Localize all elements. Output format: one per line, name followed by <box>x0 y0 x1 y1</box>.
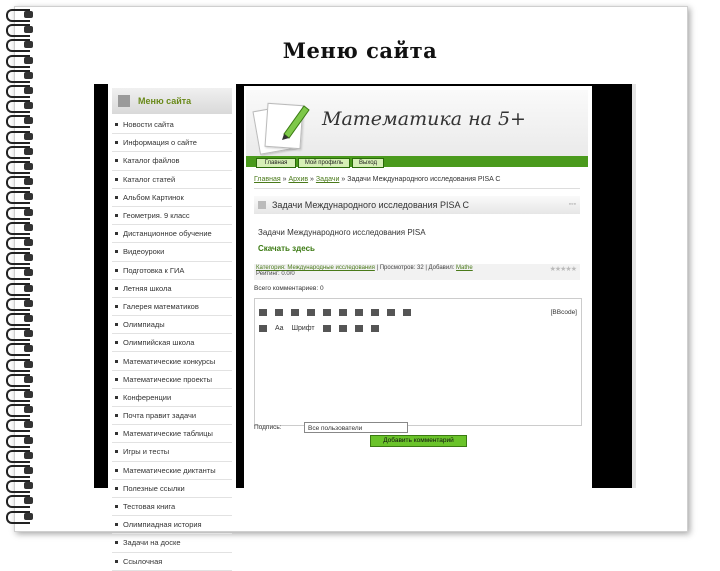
table-icon[interactable] <box>339 325 347 332</box>
sidebar-item-label: Каталог статей <box>123 174 176 184</box>
align-center-icon[interactable] <box>323 309 331 316</box>
spiral-ring <box>4 327 38 341</box>
spiral-ring <box>4 434 38 448</box>
spiral-ring <box>4 145 38 159</box>
sidebar-item[interactable] <box>112 462 232 480</box>
sidebar-item[interactable] <box>112 280 232 298</box>
sidebar-item[interactable] <box>112 171 232 189</box>
bullet-icon <box>115 250 118 253</box>
sidebar-menu <box>112 116 232 571</box>
spiral-ring <box>4 388 38 402</box>
sidebar-item[interactable] <box>112 316 232 334</box>
sidebar-item[interactable] <box>112 189 232 207</box>
spiral-ring <box>4 266 38 280</box>
bullet-icon <box>115 196 118 199</box>
align-left-icon[interactable] <box>307 309 315 316</box>
sidebar-item-label: Конференции <box>123 392 172 402</box>
nav-home[interactable]: Главная <box>256 158 296 168</box>
sidebar-item-label: Полезные ссылки <box>123 483 185 493</box>
sidebar-item[interactable] <box>112 116 232 134</box>
sidebar-item[interactable] <box>112 389 232 407</box>
breadcrumb-sep: » <box>282 176 287 183</box>
main-content <box>244 86 592 488</box>
spiral-ring <box>4 84 38 98</box>
bullet-icon <box>115 287 118 290</box>
sidebar-item[interactable] <box>112 243 232 261</box>
bullet-icon <box>115 323 118 326</box>
sidebar-item[interactable] <box>112 134 232 152</box>
sidebar-item-label: Олимпийская школа <box>123 338 195 348</box>
bullet-icon <box>115 232 118 235</box>
meta-rating: Рейтинг: 0.0/0 <box>256 271 295 277</box>
sidebar-item-label: Летняя школа <box>123 283 172 293</box>
bullet-icon <box>115 469 118 472</box>
sidebar-item-label: Информация о сайте <box>123 138 197 148</box>
link-icon[interactable] <box>339 309 347 316</box>
bold-icon[interactable] <box>259 309 267 316</box>
underline-icon[interactable] <box>291 309 299 316</box>
signature-label: Подпись: <box>254 424 282 431</box>
image-icon[interactable] <box>355 309 363 316</box>
sidebar-item-label: Тестовая книга <box>123 502 176 512</box>
sidebar-item-label: Задачи на доске <box>123 538 181 548</box>
spiral-ring <box>4 312 38 326</box>
sidebar-item[interactable] <box>112 480 232 498</box>
sidebar-item-label: Альбом Картинок <box>123 192 184 202</box>
spiral-ring <box>4 449 38 463</box>
sidebar-item[interactable] <box>112 225 232 243</box>
meta-category-link[interactable]: Категория: Международные исследования <box>256 265 375 271</box>
breadcrumb-sep: » <box>341 176 346 183</box>
spiral-ring <box>4 160 38 174</box>
sidebar-item-label: Олимпиадная история <box>123 520 202 530</box>
spiral-ring <box>4 23 38 37</box>
italic-icon[interactable] <box>275 309 283 316</box>
spiral-ring <box>4 251 38 265</box>
breadcrumb-current: Задачи Международного исследования PISA C <box>347 176 501 183</box>
bullet-icon <box>115 341 118 344</box>
bullet-icon <box>115 432 118 435</box>
breadcrumb-category[interactable]: Задачи <box>315 176 340 183</box>
sidebar-item[interactable] <box>112 498 232 516</box>
spiral-ring <box>4 510 38 524</box>
sidebar-item[interactable] <box>112 534 232 552</box>
bullet-icon <box>115 414 118 417</box>
comment-editor[interactable] <box>254 298 582 426</box>
sidebar-item-label: Дистанционное обучение <box>123 229 212 239</box>
spiral-ring <box>4 358 38 372</box>
spiral-ring <box>4 8 38 22</box>
sidebar-item[interactable] <box>112 371 232 389</box>
right-margin <box>592 84 636 488</box>
bbcode-toggle[interactable]: [BBcode] <box>550 308 577 316</box>
spiral-binding <box>4 8 38 528</box>
spiral-ring <box>4 99 38 113</box>
sidebar-heading: Меню сайта <box>138 96 192 106</box>
sidebar-item[interactable] <box>112 298 232 316</box>
rating-stars-icon[interactable]: ★★★★★ <box>549 266 576 273</box>
user-icon[interactable] <box>371 325 379 332</box>
sidebar-header <box>112 88 232 114</box>
bullet-icon <box>115 523 118 526</box>
left-margin <box>94 84 108 488</box>
spiral-ring <box>4 206 38 220</box>
spiral-ring <box>4 114 38 128</box>
sidebar-item[interactable] <box>112 152 232 170</box>
bullet-icon <box>115 159 118 162</box>
sidebar-item-label: Математические конкурсы <box>123 356 216 366</box>
sidebar-item-label: Новости сайта <box>123 120 174 130</box>
nav-logout[interactable]: Выход <box>352 158 384 168</box>
bullet-icon <box>115 396 118 399</box>
divider <box>254 188 580 189</box>
nav-profile[interactable]: Мой профиль <box>298 158 350 168</box>
spiral-ring <box>4 221 38 235</box>
meta-views: | Просмотров: 32 | Добавил: <box>376 265 455 271</box>
bullet-icon <box>115 505 118 508</box>
spiral-ring <box>4 494 38 508</box>
spiral-ring <box>4 418 38 432</box>
meta-user-link[interactable]: Mathe <box>456 265 473 271</box>
sidebar-item-label: Игры и тесты <box>123 447 170 457</box>
spiral-ring <box>4 175 38 189</box>
bullet-icon <box>115 487 118 490</box>
sidebar-item-label: Математические проекты <box>123 374 212 384</box>
site-title: Математика на 5+ <box>322 108 526 130</box>
spiral-ring <box>4 190 38 204</box>
sidebar-item[interactable] <box>112 443 232 461</box>
bullet-icon <box>115 541 118 544</box>
sidebar-item[interactable] <box>112 425 232 443</box>
sidebar-item-label: Геометрия. 9 класс <box>123 211 190 221</box>
editor-toolbar-bottom <box>259 321 577 335</box>
paper-pencil-logo-icon <box>254 98 310 150</box>
submit-comment-button[interactable]: Добавить комментарий <box>370 435 467 447</box>
code-icon[interactable] <box>371 309 379 316</box>
article-header <box>254 196 580 214</box>
sidebar-item[interactable] <box>112 516 232 534</box>
spiral-ring <box>4 342 38 356</box>
column-gap <box>236 84 244 488</box>
sidebar-item-label: Олимпиады <box>123 320 165 330</box>
bullet-icon <box>115 360 118 363</box>
slide-title: Меню сайта <box>282 38 438 63</box>
sidebar-item-label: Галерея математиков <box>123 301 199 311</box>
bullet-icon <box>115 214 118 217</box>
size-select[interactable]: Aa <box>275 324 284 332</box>
spiral-ring <box>4 69 38 83</box>
sidebar-item[interactable] <box>112 334 232 352</box>
sidebar-item-label: Видеоуроки <box>123 247 165 257</box>
bullet-icon <box>115 450 118 453</box>
spiral-ring <box>4 282 38 296</box>
spiral-ring <box>4 130 38 144</box>
scrollbar[interactable] <box>632 84 636 488</box>
smiley-icon[interactable] <box>403 309 411 316</box>
spiral-ring <box>4 236 38 250</box>
font-select[interactable]: Шрифт <box>291 324 315 332</box>
article-meta <box>254 264 580 280</box>
sidebar-item-label: Ссылочная <box>123 556 163 566</box>
color-icon[interactable] <box>259 325 267 332</box>
bullet-icon <box>115 305 118 308</box>
bullet-icon <box>115 178 118 181</box>
article-tools-icon[interactable]: ◦◦◦ <box>568 201 576 208</box>
article-icon <box>258 201 266 209</box>
breadcrumb-home[interactable]: Главная <box>254 176 281 183</box>
spiral-ring <box>4 479 38 493</box>
download-link[interactable]: Скачать здесь <box>258 244 315 253</box>
sidebar-item-label: Математические таблицы <box>123 429 213 439</box>
signature-select[interactable]: Все пользователи <box>304 422 408 433</box>
spiral-ring <box>4 373 38 387</box>
sidebar-item[interactable] <box>112 207 232 225</box>
sidebar-item-label: Каталог файлов <box>123 156 180 166</box>
hide-icon[interactable] <box>355 325 363 332</box>
spiral-ring <box>4 403 38 417</box>
article-title: Задачи Международного исследования PISA C <box>272 200 470 210</box>
sidebar-item-label: Подготовка к ГИА <box>123 265 185 275</box>
bullet-icon <box>115 560 118 563</box>
sidebar-item-label: Математические диктанты <box>123 465 216 475</box>
sidebar-item[interactable] <box>112 352 232 370</box>
sidebar-item[interactable] <box>112 262 232 280</box>
bullet-icon <box>115 269 118 272</box>
bullet-icon <box>115 378 118 381</box>
article-subtitle: Задачи Международного исследования PISA <box>258 228 426 237</box>
breadcrumb-section[interactable]: Архив <box>288 176 309 183</box>
menu-icon <box>118 95 130 107</box>
bullet-icon <box>115 123 118 126</box>
quote-icon[interactable] <box>387 309 395 316</box>
site-header <box>246 90 588 156</box>
bullet-icon <box>115 141 118 144</box>
list-icon[interactable] <box>323 325 331 332</box>
editor-toolbar-top <box>259 305 577 319</box>
spiral-ring <box>4 297 38 311</box>
breadcrumb-sep: » <box>310 176 314 183</box>
sidebar-item[interactable] <box>112 553 232 571</box>
sidebar-item[interactable] <box>112 407 232 425</box>
breadcrumb <box>254 176 500 183</box>
spiral-ring <box>4 464 38 478</box>
comments-count: Всего комментариев: 0 <box>254 285 324 292</box>
sidebar-item-label: Почта правит задачи <box>123 411 197 421</box>
website-screenshot <box>94 84 636 566</box>
sidebar <box>108 84 236 566</box>
